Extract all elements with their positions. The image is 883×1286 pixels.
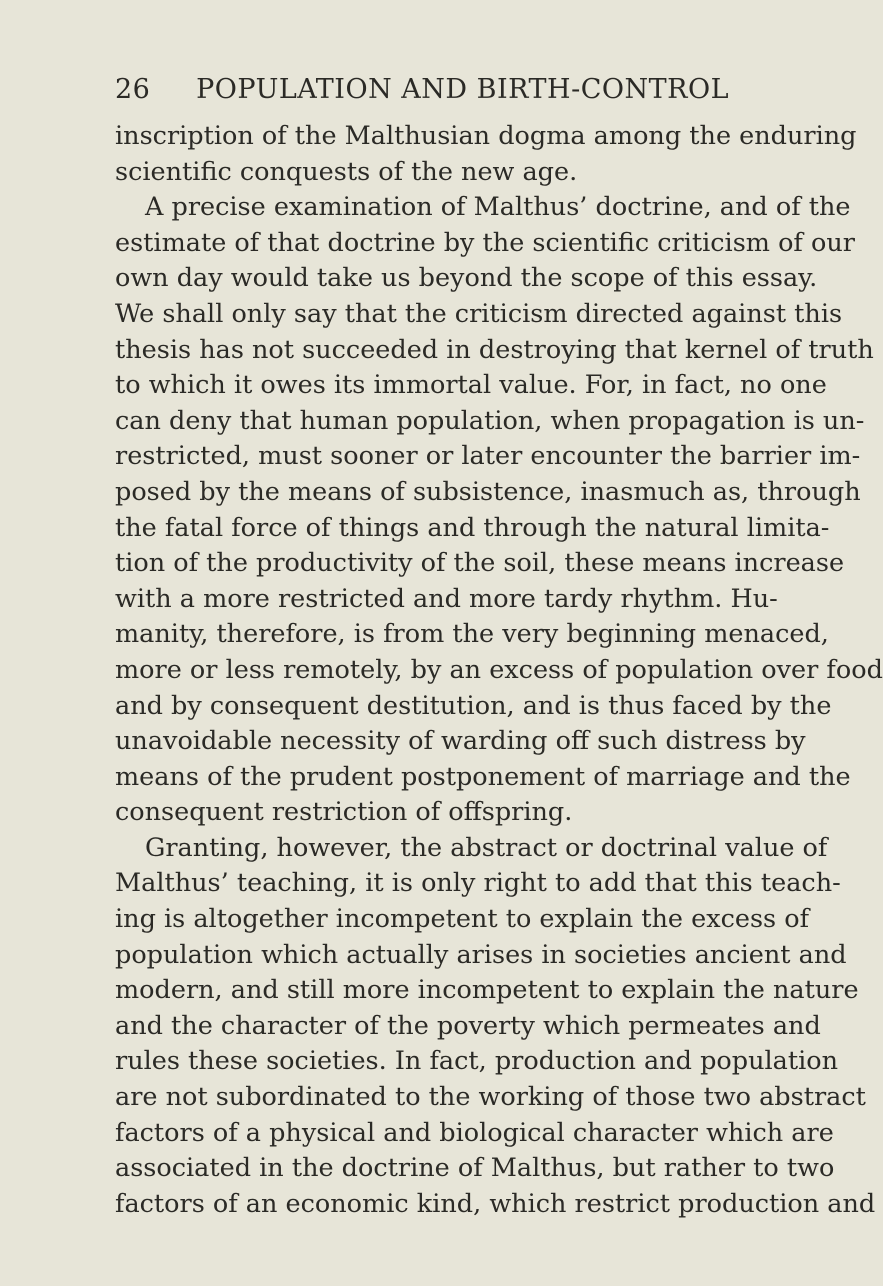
text-line: Malthus’ teaching, it is only right to add that this teach- <box>115 868 841 899</box>
text-line: We shall only say that the criticism directed against this <box>115 298 843 329</box>
text-line: the fatal force of things and through the natural limita- <box>115 512 830 543</box>
text-line: associated in the doctrine of Malthus, but rather to two <box>115 1153 835 1184</box>
body-text <box>115 119 883 1222</box>
text-line: and by consequent destitution, and is thus faced by the <box>115 690 832 721</box>
text-line: consequent restriction of offspring. <box>115 797 573 828</box>
text-line: can deny that human population, when propagation is un- <box>115 405 865 436</box>
text-line: factors of a physical and biological character which are <box>115 1117 834 1148</box>
text-line: estimate of that doctrine by the scientific criticism of our <box>115 227 855 258</box>
text-line: posed by the means of subsistence, inasmuch as, through <box>115 476 861 507</box>
paragraph-first-line: Granting, however, the abstract or doctrinal value of <box>145 832 828 863</box>
text-line: unavoidable necessity of warding off such distress by <box>115 726 806 757</box>
text-line: factors of an economic kind, which restrict production and <box>115 1188 876 1219</box>
text-line: manity, therefore, is from the very beginning menaced, <box>115 619 829 650</box>
text-line: thesis has not succeeded in destroying that kernel of truth <box>115 334 874 365</box>
text-line: modern, and still more incompetent to explain the nature <box>115 975 859 1006</box>
text-line: more or less remotely, by an excess of population over food <box>115 654 883 685</box>
text-line: means of the prudent postponement of marriage and the <box>115 761 851 792</box>
text-line: with a more restricted and more tardy rhythm. Hu- <box>115 583 778 614</box>
running-head <box>115 70 755 110</box>
text-line: are not subordinated to the working of those two abstract <box>115 1082 866 1113</box>
text-line: to which it owes its immortal value. For, in fact, no one <box>115 370 827 401</box>
text-line: rules these societies. In fact, production and population <box>115 1046 839 1077</box>
page-number: 26 <box>115 74 151 105</box>
text-line: scientific conquests of the new age. <box>115 156 578 187</box>
text-line: tion of the productivity of the soil, these means increase <box>115 548 845 579</box>
text-line: ing is altogether incompetent to explain the excess of <box>115 904 810 935</box>
text-line: restricted, must sooner or later encounter the barrier im- <box>115 441 861 472</box>
text-line: population which actually arises in societies ancient and <box>115 939 847 970</box>
text-line: inscription of the Malthusian dogma among the enduring <box>115 121 857 151</box>
paragraph-first-line: A precise examination of Malthus’ doctrine, and of the <box>145 192 851 223</box>
text-line: own day would take us beyond the scope of this essay. <box>115 263 818 294</box>
text-line: and the character of the poverty which permeates and <box>115 1010 821 1041</box>
running-title: POPULATION AND BIRTH-CONTROL <box>196 74 730 105</box>
